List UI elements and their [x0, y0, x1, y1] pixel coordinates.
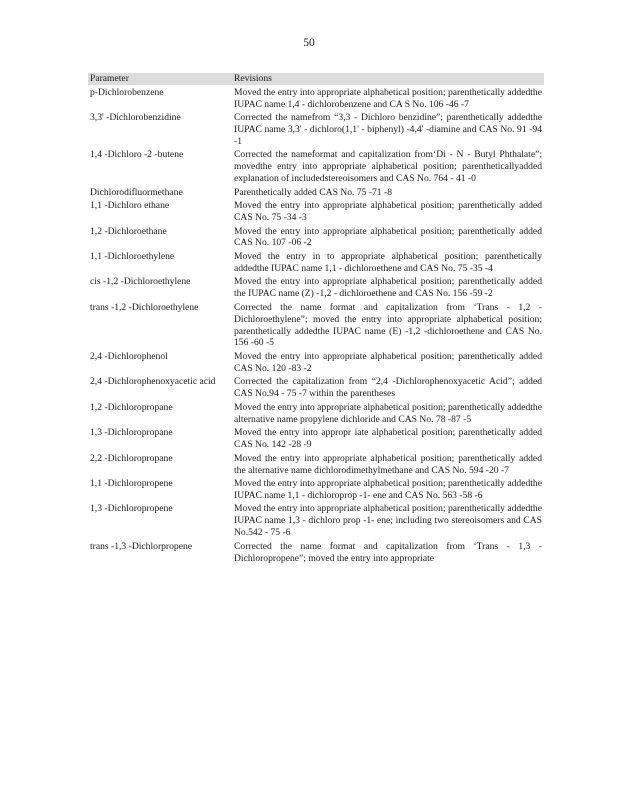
- table-row: [88, 276, 544, 300]
- parameter-cell: 1,1 -Dichloropropene: [90, 478, 173, 489]
- parameter-cell: Dichlorodifluormethane: [90, 186, 183, 198]
- revision-cell: Corrected the name format and capitalization from ‘Trans - 1,2 -Dichloroethylene”; moved the entry into appropriate alphabetical position; parenthetically addedthe IUPAC name (E) -1,2 -dichloroethene and CAS No. 156 -60 -5: [234, 301, 542, 349]
- revision-cell: Moved the entry into appropriate alphabetical position; parenthetically added CAS No. 120 -83 -2: [234, 350, 542, 374]
- revision-cell: Moved the entry into appropriate alphabetical position; parenthetically addedthe IUPAC name 1,1 - dichloroprop -1- ene and CAS No. 563 -58 -6: [234, 478, 542, 501]
- revision-cell: Moved the entry into appropriate alphabetical position; parenthetically addedthe alternative name propylene dichloride and CAS No. 78 -87 -5: [234, 401, 542, 425]
- parameter-cell: 1,3 -Dichloropropane: [90, 427, 173, 439]
- table-row: [88, 302, 544, 350]
- revision-cell: Moved the entry into appropriate alphabetical position; parenthetically added CAS No. 107 -06 -2: [234, 225, 542, 249]
- parameter-cell: 2,4 -Dichlorophenol: [90, 350, 168, 362]
- parameter-column-header: Parameter: [90, 73, 129, 84]
- table-row: [88, 376, 544, 400]
- parameter-cell: 1,2 -Dichloropropane: [90, 401, 173, 413]
- revision-cell: Moved the entry in to appropriate alphabetical position; parenthetically addedthe IUPAC name 1,1 - dichloroethene and CAS No. 75 -35 -4: [234, 250, 542, 274]
- revisions-column-header: Revisions: [234, 73, 272, 84]
- table-row: [88, 226, 544, 250]
- parameter-cell: 1,4 -Dichloro -2 -butene: [90, 149, 184, 161]
- parameter-cell: cis -1,2 -Dichloroethylene: [90, 276, 191, 288]
- table-row: [88, 200, 544, 224]
- table-header: [88, 73, 544, 85]
- parameter-cell: 1,1 -Dichloro ethane: [90, 200, 170, 212]
- parameter-cell: p-Dichlorobenzene: [90, 86, 164, 98]
- table-row: [88, 149, 544, 185]
- revision-cell: Moved the entry into appropriate alphabetical position; parenthetically added the IUPAC name (Z) -1,2 - dichloroethene and CAS No. 156 -59 -2: [234, 276, 542, 300]
- parameter-cell: 3,3' -Dichlorobenzidine: [90, 112, 181, 123]
- table-row: [88, 112, 544, 148]
- revision-cell: Moved the entry into appropriate alphabetical position; parenthetically addedthe IUPAC name 1,3 - dichloro prop -1- ene; including two stereoisomers and CAS No.542 - 75 -6: [234, 503, 542, 539]
- table-row: [88, 503, 544, 539]
- revision-cell: Parenthetically added CAS No. 75 -71 -8: [234, 186, 392, 198]
- page-number: 50: [303, 37, 315, 49]
- table-row: [88, 453, 544, 477]
- table-row: [88, 87, 544, 111]
- parameter-cell: trans -1,3 -Dichlorpropene: [90, 540, 193, 552]
- revision-cell: Moved the entry into appropriate alphabetical position; parenthetically added the alternative name dichlorodimethylmethane and CAS No. 594 -20 -7: [234, 452, 542, 476]
- table-row: [88, 427, 544, 451]
- revision-cell: Moved the entry into appropriate alphabetical position; parenthetically added CAS No. 75 -34 -3: [234, 200, 542, 224]
- parameter-cell: 1,2 -Dichloroethane: [90, 225, 167, 237]
- revision-cell: Moved the entry into appropr iate alphabetical position; parenthetically added CAS No. 142 -28 -9: [234, 427, 542, 451]
- revision-cell: Corrected the name format and capitalization from ‘Trans - 1,3 -Dichloropropene”; moved the entry into appropriate: [234, 540, 542, 564]
- parameter-cell: trans -1,2 -Dichloroethylene: [90, 301, 199, 313]
- table-row: [88, 251, 544, 275]
- table-row: [88, 351, 544, 375]
- table-row: [88, 541, 544, 565]
- table-row: [88, 187, 544, 199]
- parameter-cell: 2,4 -Dichlorophenoxyacetic acid: [90, 376, 216, 388]
- parameter-cell: 1,3 -Dichloropropene: [90, 503, 173, 515]
- table-row: [88, 478, 544, 502]
- revision-cell: Moved the entry into appropriate alphabetical position; parenthetically addedthe IUPAC name 1,4 - dichlorobenzene and CA S No. 106 -46 -7: [234, 86, 542, 110]
- parameter-cell: 1,1 -Dichloroethylene: [90, 250, 175, 262]
- revision-cell: Corrected the capitalization from “2,4 -Dichlorophenoxyacetic Acid”; added CAS No.94 - 75 -7 within the parentheses: [234, 376, 542, 400]
- table-row: [88, 402, 544, 426]
- revision-cell: Corrected the namefrom “3,3 - Dichloro benzidine”; parenthetically addedthe IUPAC name 3,3' - dichloro(1,1' - biphenyl) -4,4' -diamine and CAS No. 91 -94 -1: [234, 112, 542, 147]
- revisions-table: [88, 73, 544, 565]
- revision-cell: Corrected the nameformat and capitalization from‘Di - N - Butyl Phthalate”; movedthe entry into appropriate alphabetical position; parentheticallyadded explanation of includedstereoisomers and CAS No. 764 - 41 -0: [234, 149, 542, 185]
- parameter-cell: 2,2 -Dichloropropane: [90, 452, 173, 464]
